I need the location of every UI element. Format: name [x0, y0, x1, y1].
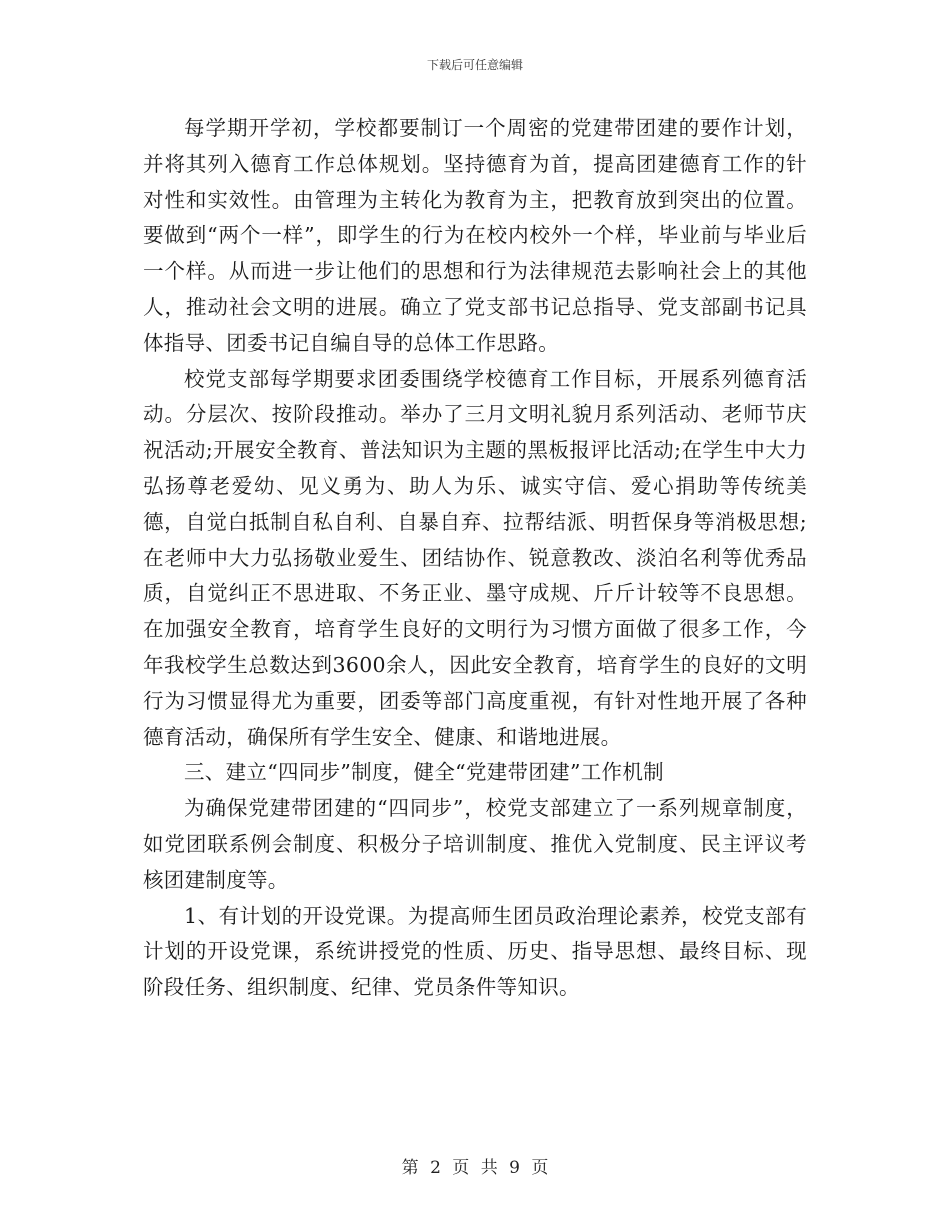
paragraph-4: 1、有计划的开设党课。为提高师生团员政治理论素养，校党支部有计划的开设党课，系统讲授党的性质、历史、指导思想、最终目标、现阶段任务、组织制度、纪律、党员条件等知识。 — [143, 903, 807, 1000]
document-body — [143, 111, 807, 1006]
page-header: 下载后可任意编辑 — [426, 58, 523, 72]
page-number: 第 2 页 共 9 页 — [401, 1158, 549, 1178]
paragraph-3: 为确保党建带团建的“四同步”，校党支部建立了一系列规章制度，如党团联系例会制度、积极分子培训制度、推优入党制度、民主评议考核团建制度等。 — [143, 796, 807, 892]
paragraph-1: 每学期开学初，学校都要制订一个周密的党建带团建的要作计划，并将其列入德育工作总体规划。坚持德育为首，提高团建德育工作的针对性和实效性。由管理为主转化为教育为主，把教育放到突出的位置。要做到“两个一样”，即学生的行为在校内校外一个样，毕业前与毕业后一个样。从而进一步让他们的思想和行为法律规范去影响社会上的其他人，推动社会文明的进展。确立了党支部书记总指导、党支部副书记具体指导、团委书记自编自导的总体工作思路。 — [143, 116, 807, 355]
section-heading: 三、建立“四同步”制度，健全“党建带团建”工作机制 — [184, 760, 664, 785]
paragraph-2: 校党支部每学期要求团委围绕学校德育工作目标，开展系列德育活动。分层次、按阶段推动。举办了三月文明礼貌月系列活动、老师节庆祝活动;开展安全教育、普法知识为主题的黑板报评比活动;在学生中大力弘扬尊老爱幼、见义勇为、助人为乐、诚实守信、爱心捐助等传统美德，自觉白抵制自私自利、自暴自弃、拉帮结派、明哲保身等消极思想;在老师中大力弘扬敬业爱生、团结协作、锐意教改、淡泊名利等优秀品质，自觉纠正不思进取、不务正业、墨守成规、斤斤计较等不良思想。在加强安全教育，培育学生良好的文明行为习惯方面做了很多工作，今年我校学生总数达到3600余人，因此安全教育，培育学生的良好的文明行为习惯显得尤为重要，团委等部门高度重视，有针对性地开展了各种德育活动，确保所有学生安全、健康、和谐地进展。 — [143, 366, 807, 749]
